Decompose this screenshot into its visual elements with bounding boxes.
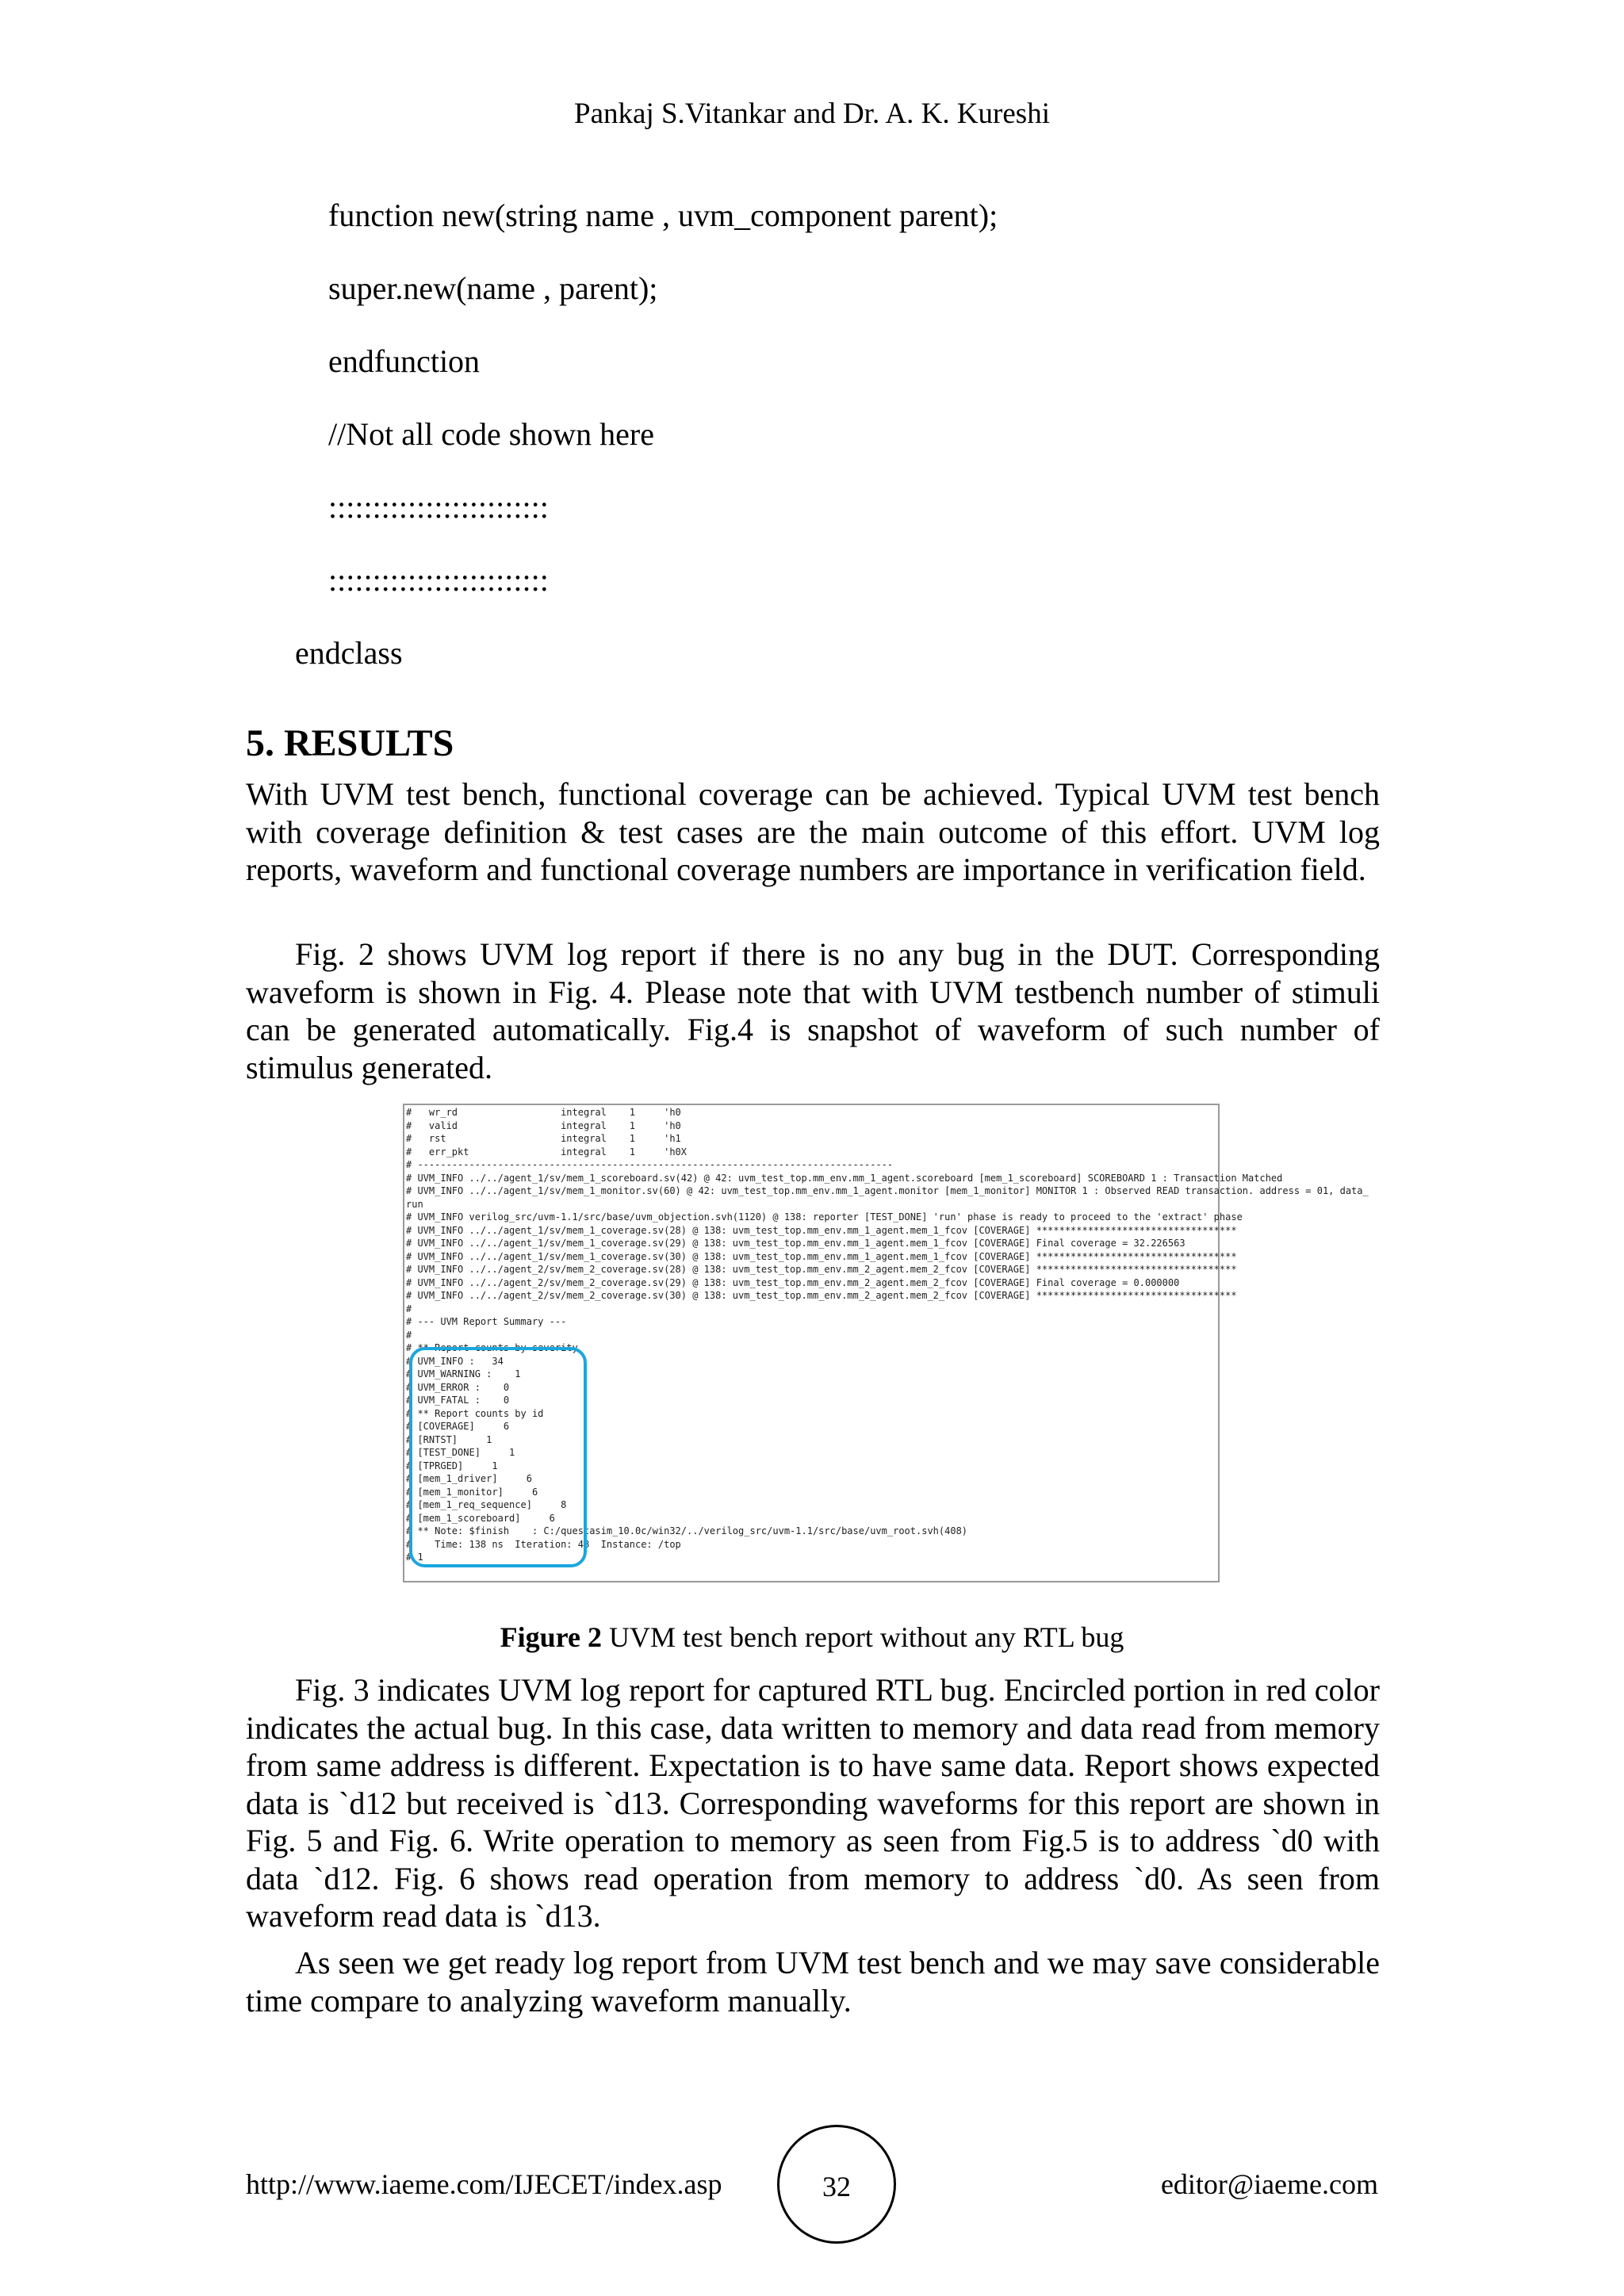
log-line: # [mem_1_req_sequence] 8	[406, 1499, 567, 1510]
log-line: #	[406, 1303, 412, 1314]
log-line: #	[406, 1329, 412, 1341]
log-line: # UVM_INFO ../../agent_1/sv/mem_1_coverage.sv(29) @ 138: uvm_test_top.mm_env.mm_1_agent.mem_1_fcov [COVERAGE] Final coverage = 32.226563	[406, 1238, 1185, 1249]
log-line: # UVM_INFO ../../agent_1/sv/mem_1_coverage.sv(28) @ 138: uvm_test_top.mm_env.mm_1_agent.mem_1_fcov [COVERAGE] ***********************************	[406, 1224, 1237, 1236]
body-paragraph: With UVM test bench, functional coverage can be achieved. Typical UVM test bench with coverage definition & test cases are the main outcome of this effort. UVM log reports, waveform and functional coverage numbers are importance in verification field.	[246, 776, 1380, 887]
log-line: # -----------------------------------------------------------------------------------	[406, 1159, 894, 1170]
figure-log-screenshot	[403, 1104, 1369, 1582]
log-line: # [TEST_DONE] 1	[406, 1447, 515, 1458]
code-line: :::::::::::::::::::::::::	[328, 562, 549, 598]
log-line: # --- UVM Report Summary ---	[406, 1316, 567, 1327]
log-line: # [RNTST] 1	[406, 1433, 492, 1445]
report-summary-highlight	[409, 1347, 587, 1567]
log-line: # Time: 138 ns Iteration: 48 Instance: /top	[406, 1538, 681, 1550]
log-line: # ** Report counts by severity	[406, 1342, 578, 1353]
log-line: # [COVERAGE] 6	[406, 1421, 510, 1432]
figure-caption	[0, 1621, 1624, 1654]
log-line: # err_pkt integral 1 'h0X	[406, 1146, 688, 1158]
log-line: # UVM_INFO ../../agent_2/sv/mem_2_coverage.sv(28) @ 138: uvm_test_top.mm_env.mm_2_agent.mem_2_fcov [COVERAGE] ***********************************	[406, 1264, 1237, 1275]
body-paragraph: Fig. 2 shows UVM log report if there is no any bug in the DUT. Corresponding waveform is shown in Fig. 4. Please note that with UVM testbench number of stimuli can be generated automatically. Fig.4 is snapshot of waveform of such number of stimulus generated.	[246, 936, 1380, 1085]
log-line: # UVM_INFO : 34	[406, 1355, 504, 1367]
section-heading: 5. RESULTS	[246, 722, 454, 764]
running-header: Pankaj S.Vitankar and Dr. A. K. Kureshi	[574, 98, 1050, 130]
figure-caption-text: UVM test bench report without any RTL bug	[601, 1621, 1124, 1653]
log-line: # UVM_INFO ../../agent_1/sv/mem_1_monitor.sv(60) @ 42: uvm_test_top.mm_env.mm_1_agent.monitor [mem_1_monitor] MONITOR 1 : Observed READ transaction. address = 01, data_	[406, 1185, 1369, 1196]
body-paragraph: As seen we get ready log report from UVM test bench and we may save considerable time compare to analyzing waveform manually.	[246, 1945, 1380, 2019]
footer-email: editor@iaeme.com	[1160, 2168, 1378, 2200]
figure-caption-label: Figure 2	[500, 1621, 602, 1653]
log-line: # 1	[406, 1552, 423, 1563]
log-line: # [mem_1_scoreboard] 6	[406, 1512, 555, 1524]
log-line: # UVM_INFO ../../agent_2/sv/mem_2_coverage.sv(29) @ 138: uvm_test_top.mm_env.mm_2_agent.mem_2_fcov [COVERAGE] Final coverage = 0.000000	[406, 1276, 1180, 1288]
body-paragraph: Fig. 3 indicates UVM log report for captured RTL bug. Encircled portion in red color indicates the actual bug. In this case, data written to memory and data read from memory from same address is different. Expectation is to have same data. Report shows expected data is `d12 but received is `d13. Corresponding waveforms for this report are shown in Fig. 5 and Fig. 6. Write operation to memory as seen from Fig.5 is to address `d0 with data `d12. Fig. 6 shows read operation from memory to address `d0. As seen from waveform read data is `d13.	[246, 1672, 1380, 1934]
code-endclass: endclass	[295, 635, 403, 671]
log-line: # [TPRGED] 1	[406, 1460, 498, 1471]
log-line: # UVM_ERROR : 0	[406, 1381, 510, 1393]
log-line: # UVM_INFO verilog_src/uvm-1.1/src/base/uvm_objection.svh(1120) @ 138: reporter [TEST_DONE] 'run' phase is ready to proceed to the 'extract' phase	[406, 1211, 1243, 1223]
log-line: # ** Report counts by id	[406, 1407, 544, 1419]
log-line: # UVM_WARNING : 1	[406, 1368, 521, 1380]
log-line: # UVM_INFO ../../agent_2/sv/mem_2_coverage.sv(30) @ 138: uvm_test_top.mm_env.mm_2_agent.mem_2_fcov [COVERAGE] ***********************************	[406, 1290, 1237, 1301]
log-line: # ** Note: $finish : C:/questasim_10.0c/win32/../verilog_src/uvm-1.1/src/base/uvm_root.svh(408)	[406, 1525, 968, 1536]
log-line: # [mem_1_driver] 6	[406, 1473, 532, 1484]
log-line: # wr_rd integral 1 'h0	[406, 1107, 681, 1118]
page-number: 32	[822, 2171, 851, 2202]
log-line: # [mem_1_monitor] 6	[406, 1486, 538, 1498]
code-line: function new(string name , uvm_component parent);	[328, 197, 998, 233]
log-line: # valid integral 1 'h0	[406, 1119, 681, 1131]
log-line: # rst integral 1 'h1	[406, 1133, 681, 1144]
log-line: # UVM_INFO ../../agent_1/sv/mem_1_scoreboard.sv(42) @ 42: uvm_test_top.mm_env.mm_1_agent.scoreboard [mem_1_scoreboard] SCOREBOARD 1 : Transaction Matched	[406, 1172, 1283, 1184]
code-line: endfunction	[328, 343, 481, 379]
log-line: run	[406, 1198, 423, 1210]
page-number-circle	[777, 2125, 896, 2244]
code-line: :::::::::::::::::::::::::	[328, 489, 549, 525]
code-line: //Not all code shown here	[328, 416, 654, 452]
log-line: # UVM_FATAL : 0	[406, 1395, 510, 1406]
log-line: # UVM_INFO ../../agent_1/sv/mem_1_coverage.sv(30) @ 138: uvm_test_top.mm_env.mm_1_agent.mem_1_fcov [COVERAGE] ***********************************	[406, 1250, 1237, 1262]
footer-url: http://www.iaeme.com/IJECET/index.asp	[246, 2168, 722, 2200]
code-line: super.new(name , parent);	[328, 270, 658, 306]
